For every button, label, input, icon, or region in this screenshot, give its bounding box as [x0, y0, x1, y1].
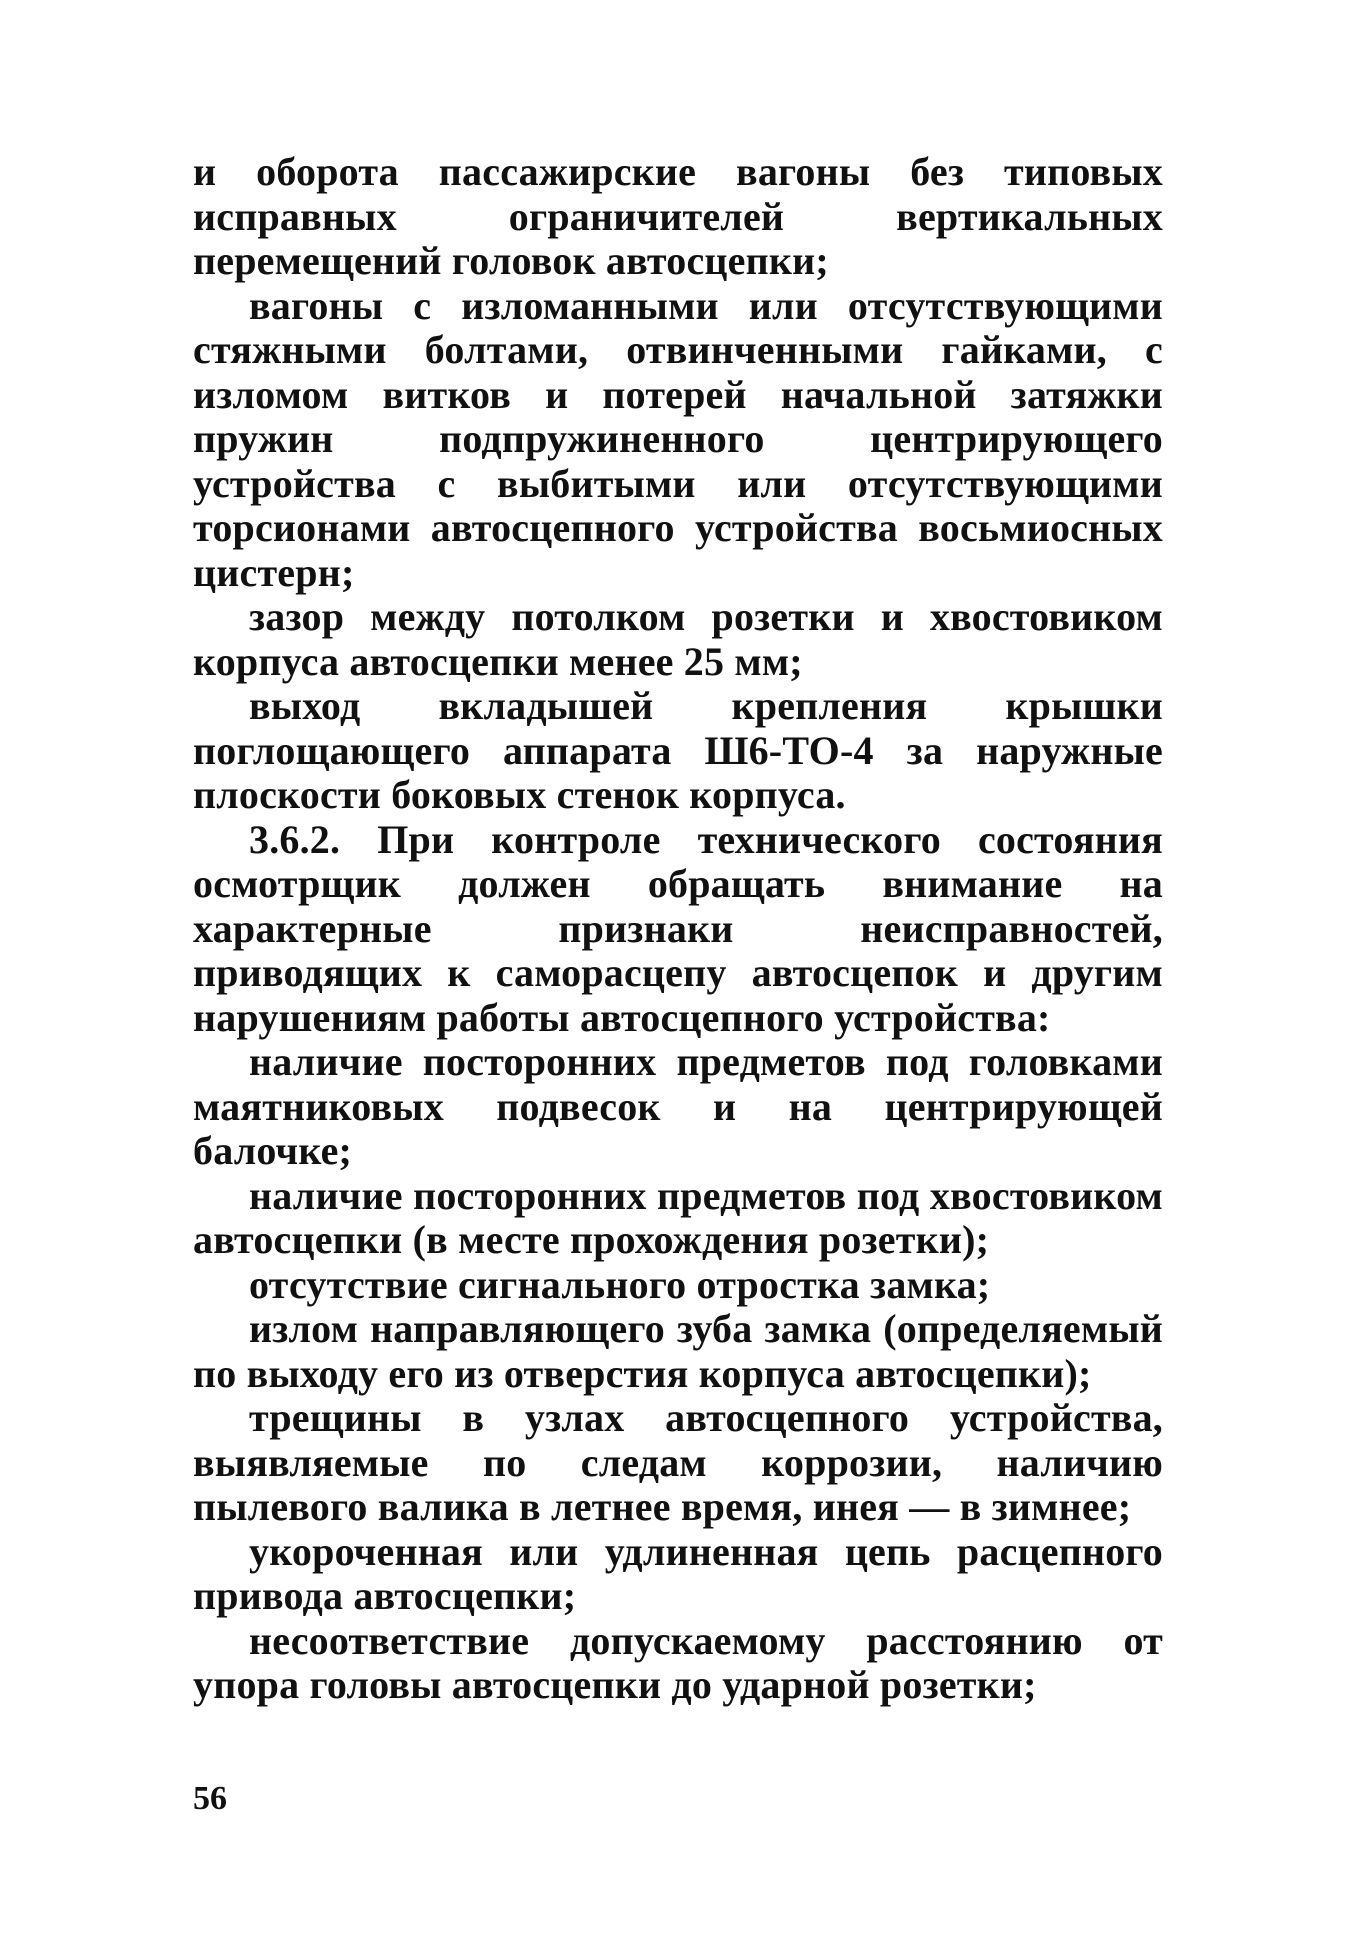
page-body	[193, 150, 1163, 1708]
paragraph-11: укороченная или удлиненная цепь расцепного привода автосцепки;	[193, 1528, 1163, 1618]
paragraph-2: вагоны с изломанными или отсутствующими стяжными болтами, отвинченными гайками, с изломом витков и потерей начальной затяжки пружин подпружиненного центрирующего устройства с выбитыми или отсутствующими торсионами автосцепного устройства восьмиосных цистерн;	[193, 282, 1163, 595]
paragraph-6: наличие посторонних предметов под головками маятниковых подвесок и на центрирующей балочке;	[193, 1039, 1163, 1173]
paragraph-10: трещины в узлах автосцепного устройства, выявляемые по следам коррозии, наличию пылевого валика в летнее время, инея — в зимнее;	[193, 1395, 1163, 1529]
paragraph-9: излом направляющего зуба замка (определяемый по выходу его из отверстия корпуса автосцепки);	[193, 1306, 1163, 1396]
page-number: 56	[193, 1780, 227, 1817]
paragraph-5: 3.6.2. При контроле технического состояния осмотрщик должен обращать внимание на характерные признаки неисправностей, приводящих к саморасцепу автосцепок и другим нарушениям работы автосцепного устройства:	[193, 816, 1163, 1040]
paragraph-8: отсутствие сигнального отростка замка;	[249, 1261, 991, 1307]
paragraph-4: выход вкладышей крепления крышки поглощающего аппарата Ш6-ТО-4 за наружные плоскости боковых стенок корпуса.	[193, 683, 1163, 817]
paragraph-1: и оборота пассажирские вагоны без типовых исправных ограничителей вертикальных перемещений головок автосцепки;	[193, 149, 1163, 283]
paragraph-3: зазор между потолком розетки и хвостовиком корпуса автосцепки менее 25 мм;	[193, 594, 1163, 684]
paragraph-12: несоответствие допускаемому расстоянию от упора головы автосцепки до ударной розетки;	[193, 1617, 1163, 1707]
paragraph-7: наличие посторонних предметов под хвостовиком автосцепки (в месте прохождения розетки);	[193, 1172, 1163, 1262]
